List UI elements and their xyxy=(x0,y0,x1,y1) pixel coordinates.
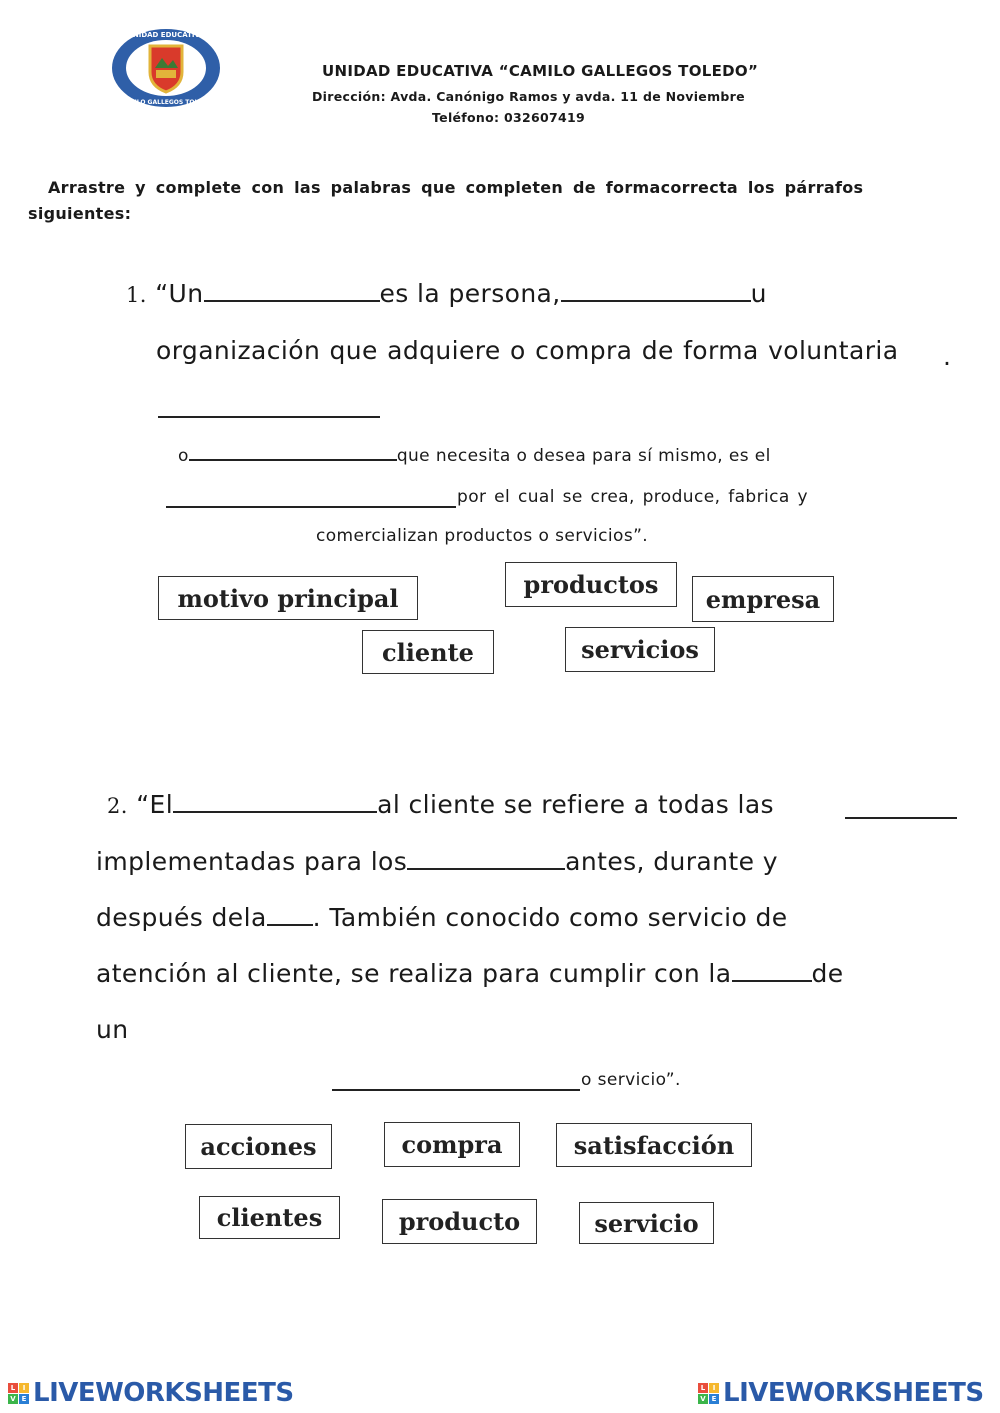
q2-blank-2[interactable] xyxy=(845,817,957,819)
liveworksheets-brand-text: LIVEWORKSHEETS xyxy=(723,1378,984,1408)
liveworksheets-logo-right xyxy=(698,1378,984,1408)
word-chip-producto[interactable]: producto xyxy=(382,1199,537,1244)
school-seal xyxy=(110,28,222,108)
seal-top-text: UNIDAD EDUCATIVA xyxy=(127,31,205,39)
q2-blank-6[interactable] xyxy=(332,1089,580,1091)
q1-line1: 1. “Un es la persona, u xyxy=(126,279,767,308)
liveworksheets-logo-left xyxy=(8,1378,294,1408)
liveworksheets-brand-text: LIVEWORKSHEETS xyxy=(33,1378,294,1408)
word-chip-servicios[interactable]: servicios xyxy=(565,627,715,672)
liveworksheets-mark-icon: L I V E xyxy=(698,1383,719,1404)
instructions-line1: Arrastre y complete con las palabras que completen de formacorrecta los párrafos xyxy=(48,178,864,197)
q2-blank-4[interactable] xyxy=(267,923,313,926)
q1-blank-5[interactable] xyxy=(166,506,456,508)
q1-blank-4[interactable] xyxy=(189,458,397,461)
q2-blank-3[interactable] xyxy=(407,867,565,870)
q1-line6: comercializan productos o servicios”. xyxy=(316,526,649,546)
word-chip-satisfaccion[interactable]: satisfacción xyxy=(556,1123,752,1167)
liveworksheets-mark-icon: L I V E xyxy=(8,1383,29,1404)
q1-blank-2[interactable] xyxy=(561,299,751,302)
q2-line1: 2. “El al cliente se refiere a todas las xyxy=(107,790,774,819)
q1-line2-dot: . xyxy=(943,342,952,371)
q1-number: 1. xyxy=(126,283,147,307)
q2-line3: después dela . También conocido como servicio de xyxy=(96,903,788,932)
q2-line5: un xyxy=(96,1015,129,1044)
q1-line2: organización que adquiere o compra de forma voluntaria xyxy=(156,336,899,365)
word-chip-empresa[interactable]: empresa xyxy=(692,576,834,622)
school-phone: Teléfono: 032607419 xyxy=(432,110,585,125)
q2-line6: o servicio”. xyxy=(581,1070,681,1090)
q1-blank-3[interactable] xyxy=(158,416,380,418)
q1-line5: por el cual se crea, produce, fabrica y xyxy=(457,487,808,507)
q1-line4: o que necesita o desea para sí mismo, es el xyxy=(178,446,771,466)
q2-line2: implementadas para los antes, durante y xyxy=(96,847,778,876)
q2-blank-1[interactable] xyxy=(173,810,377,813)
word-chip-motivo-principal[interactable]: motivo principal xyxy=(158,576,418,620)
q2-number: 2. xyxy=(107,794,128,818)
word-chip-servicio[interactable]: servicio xyxy=(579,1202,714,1244)
q2-blank-5[interactable] xyxy=(732,979,812,982)
word-chip-compra[interactable]: compra xyxy=(384,1122,520,1167)
instructions-line2: siguientes: xyxy=(28,204,132,223)
word-chip-cliente[interactable]: cliente xyxy=(362,630,494,674)
word-chip-productos[interactable]: productos xyxy=(505,562,677,607)
school-address: Dirección: Avda. Canónigo Ramos y avda. 11 de Noviembre xyxy=(312,89,745,104)
q2-line4: atención al cliente, se realiza para cumplir con la de xyxy=(96,959,844,988)
seal-bottom-text: CAMILO GALLEGOS TOLEDO xyxy=(119,99,213,106)
school-name: UNIDAD EDUCATIVA “CAMILO GALLEGOS TOLEDO” xyxy=(322,62,759,80)
word-chip-acciones[interactable]: acciones xyxy=(185,1124,332,1169)
q1-blank-1[interactable] xyxy=(204,299,380,302)
word-chip-clientes[interactable]: clientes xyxy=(199,1196,340,1239)
